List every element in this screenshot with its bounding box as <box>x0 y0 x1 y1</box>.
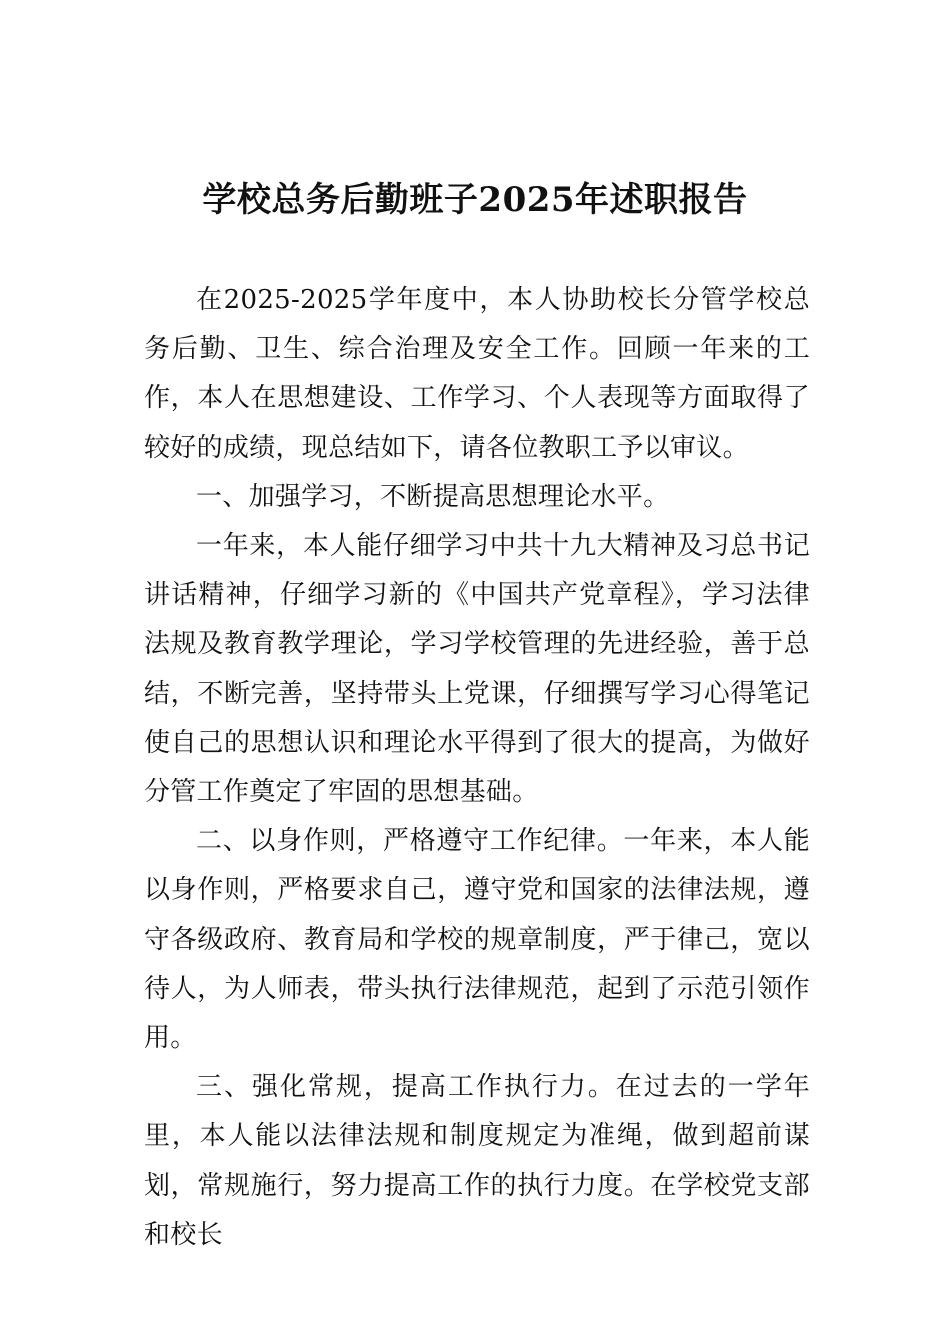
paragraph-execution: 三、强化常规，提高工作执行力。在过去的一学年里，本人能以法律法规和制度规定为准绳，做到超前谋划，常规施行，努力提高工作的执行力度。在学校党支部和校长 <box>144 1072 810 1250</box>
paragraph-study: 一年来，本人能仔细学习中共十九大精神及习总书记讲话精神，仔细学习新的《中国共产党章程》，学习法律法规及教育教学理论，学习学校管理的先进经验，善于总结，不断完善，坚持带头上党课，仔细撰写学习心得笔记使自己的思想认识和理论水平得到了很大的提高，为做好分管工作奠定了牢固的思想基础。 <box>144 531 810 808</box>
document-title: 学校总务后勤班子2025年述职报告 <box>202 180 748 220</box>
paragraph-intro: 在2025-2025学年度中，本人协助校长分管学校总务后勤、卫生、综合治理及安全工作。回顾一年来的工作，本人在思想建设、工作学习、个人表现等方面取得了较好的成绩，现总结如下，请各位教职工予以审议。 <box>144 285 810 463</box>
document-body <box>144 276 810 1260</box>
section-heading-1: 一、加强学习，不断提高思想理论水平。 <box>196 481 670 512</box>
paragraph-discipline: 二、以身作则，严格遵守工作纪律。一年来，本人能以身作则，严格要求自己，遵守党和国家的法律法规，遵守各级政府、教育局和学校的规章制度，严于律己，宽以待人，为人师表，带头执行法律规范，起到了示范引领作用。 <box>144 826 810 1054</box>
